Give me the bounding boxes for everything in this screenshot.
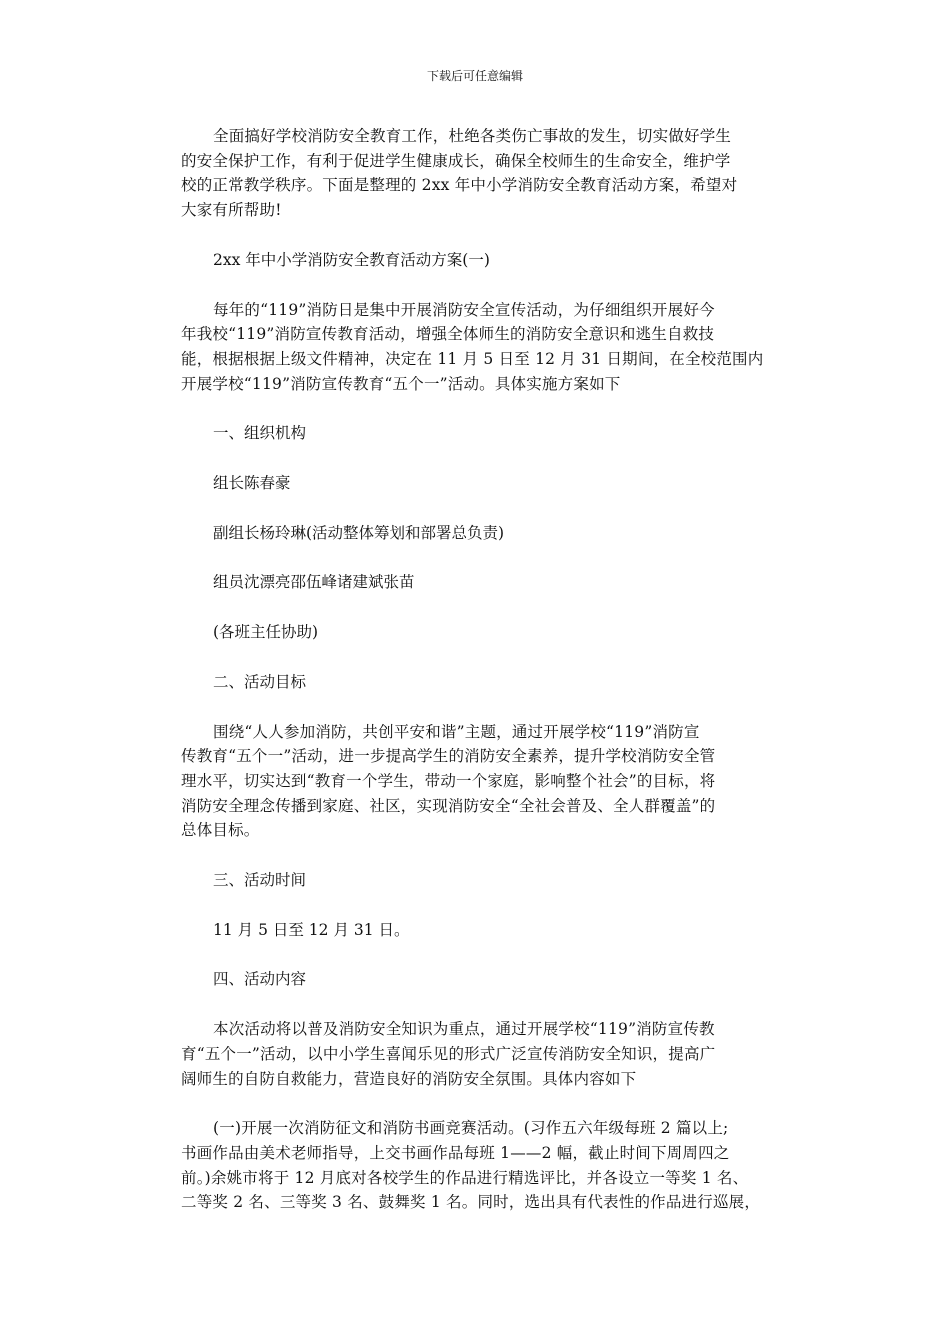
paragraph-line: 书画作品由美术老师指导，上交书画作品每班 1——2 幅，截止时间下周周四之 [181, 1143, 730, 1162]
paragraph-line: 阔师生的自防自救能力，营造良好的消防安全氛围。具体内容如下 [181, 1069, 637, 1088]
paragraph-line: 围绕“人人参加消防，共创平安和谐”主题，通过开展学校“119”消防宣 [213, 722, 700, 741]
paragraph-line: (一)开展一次消防征文和消防书画竞赛活动。(习作五六年级每班 2 篇以上; [213, 1119, 729, 1138]
paragraph-section2 [181, 670, 781, 695]
paragraph-line: 校的正常教学秩序。下面是整理的 2xx 年中小学消防安全教育活动方案，希望对 [181, 176, 738, 195]
paragraph-line: 的安全保护工作，有利于促进学生健康成长，确保全校师生的生命安全，维护学 [181, 151, 731, 170]
paragraph-line: 理水平，切实达到“教育一个学生，带动一个家庭，影响整个社会”的目标，将 [181, 771, 716, 790]
paragraph-line: 一、组织机构 [213, 424, 307, 443]
paragraph-section1 [181, 421, 781, 446]
paragraph-leader [181, 471, 781, 496]
paragraph-line: 二、活动目标 [213, 672, 307, 691]
paragraph-line: 育“五个一”活动，以中小学生喜闻乐见的形式广泛宣传消防安全知识，提高广 [181, 1044, 716, 1063]
paragraph-line: 组长陈春豪 [213, 474, 291, 493]
paragraph-members [181, 570, 781, 595]
paragraph-background [181, 298, 781, 397]
paragraph-line: 2xx 年中小学消防安全教育活动方案(一) [213, 250, 490, 269]
paragraph-line: 组员沈漂亮邵伍峰诸建斌张苗 [213, 573, 415, 592]
paragraph-time [181, 918, 781, 943]
paragraph-section4 [181, 967, 781, 992]
paragraph-line: 全面搞好学校消防安全教育工作，杜绝各类伤亡事故的发生，切实做好学生 [213, 127, 732, 145]
paragraph-section3 [181, 868, 781, 893]
paragraph-title1 [181, 248, 781, 273]
paragraph-line: 消防安全理念传播到家庭、社区，实现消防安全“全社会普及、全人群覆盖”的 [181, 796, 716, 815]
paragraph-assist [181, 620, 781, 645]
paragraph-line: 传教育“五个一”活动，进一步提高学生的消防安全素养，提升学校消防安全管 [181, 747, 716, 766]
document-body [181, 124, 781, 1240]
paragraph-line: 年我校“119”消防宣传教育活动，增强全体师生的消防安全意识和逃生自救技 [181, 325, 715, 344]
paragraph-intro [181, 124, 781, 223]
paragraph-line: 每年的“119”消防日是集中开展消防安全宣传活动，为仔细组织开展好今 [213, 300, 715, 319]
paragraph-line: 二等奖 2 名、三等奖 3 名、鼓舞奖 1 名。同时，选出具有代表性的作品进行巡展， [181, 1193, 761, 1212]
paragraph-item1 [181, 1116, 781, 1215]
paragraph-line: 本次活动将以普及消防安全知识为重点，通过开展学校“119”消防宣传教 [213, 1020, 715, 1039]
paragraph-deputy [181, 521, 781, 546]
paragraph-line: 能，根据根据上级文件精神，决定在 11 月 5 日至 12 月 31 日期间，在全校范围内 [181, 349, 764, 368]
paragraph-line: 大家有所帮助! [181, 201, 282, 220]
paragraph-line: 三、活动时间 [213, 871, 307, 890]
paragraph-line: (各班主任协助) [213, 623, 319, 642]
paragraph-goal [181, 720, 781, 844]
paragraph-line: 开展学校“119”消防宣传教育“五个一”活动。具体实施方案如下 [181, 374, 621, 393]
paragraph-content [181, 1017, 781, 1091]
paragraph-line: 副组长杨玲琳(活动整体筹划和部署总负责) [213, 523, 505, 542]
paragraph-line: 11 月 5 日至 12 月 31 日。 [213, 920, 410, 939]
page-header: 下载后可任意编辑 [426, 69, 523, 83]
paragraph-line: 总体目标。 [181, 821, 260, 840]
paragraph-line: 前。)余姚市将于 12 月底对各校学生的作品进行精选评比，并各设立一等奖 1 名、 [181, 1168, 749, 1187]
paragraph-line: 四、活动内容 [213, 970, 307, 989]
